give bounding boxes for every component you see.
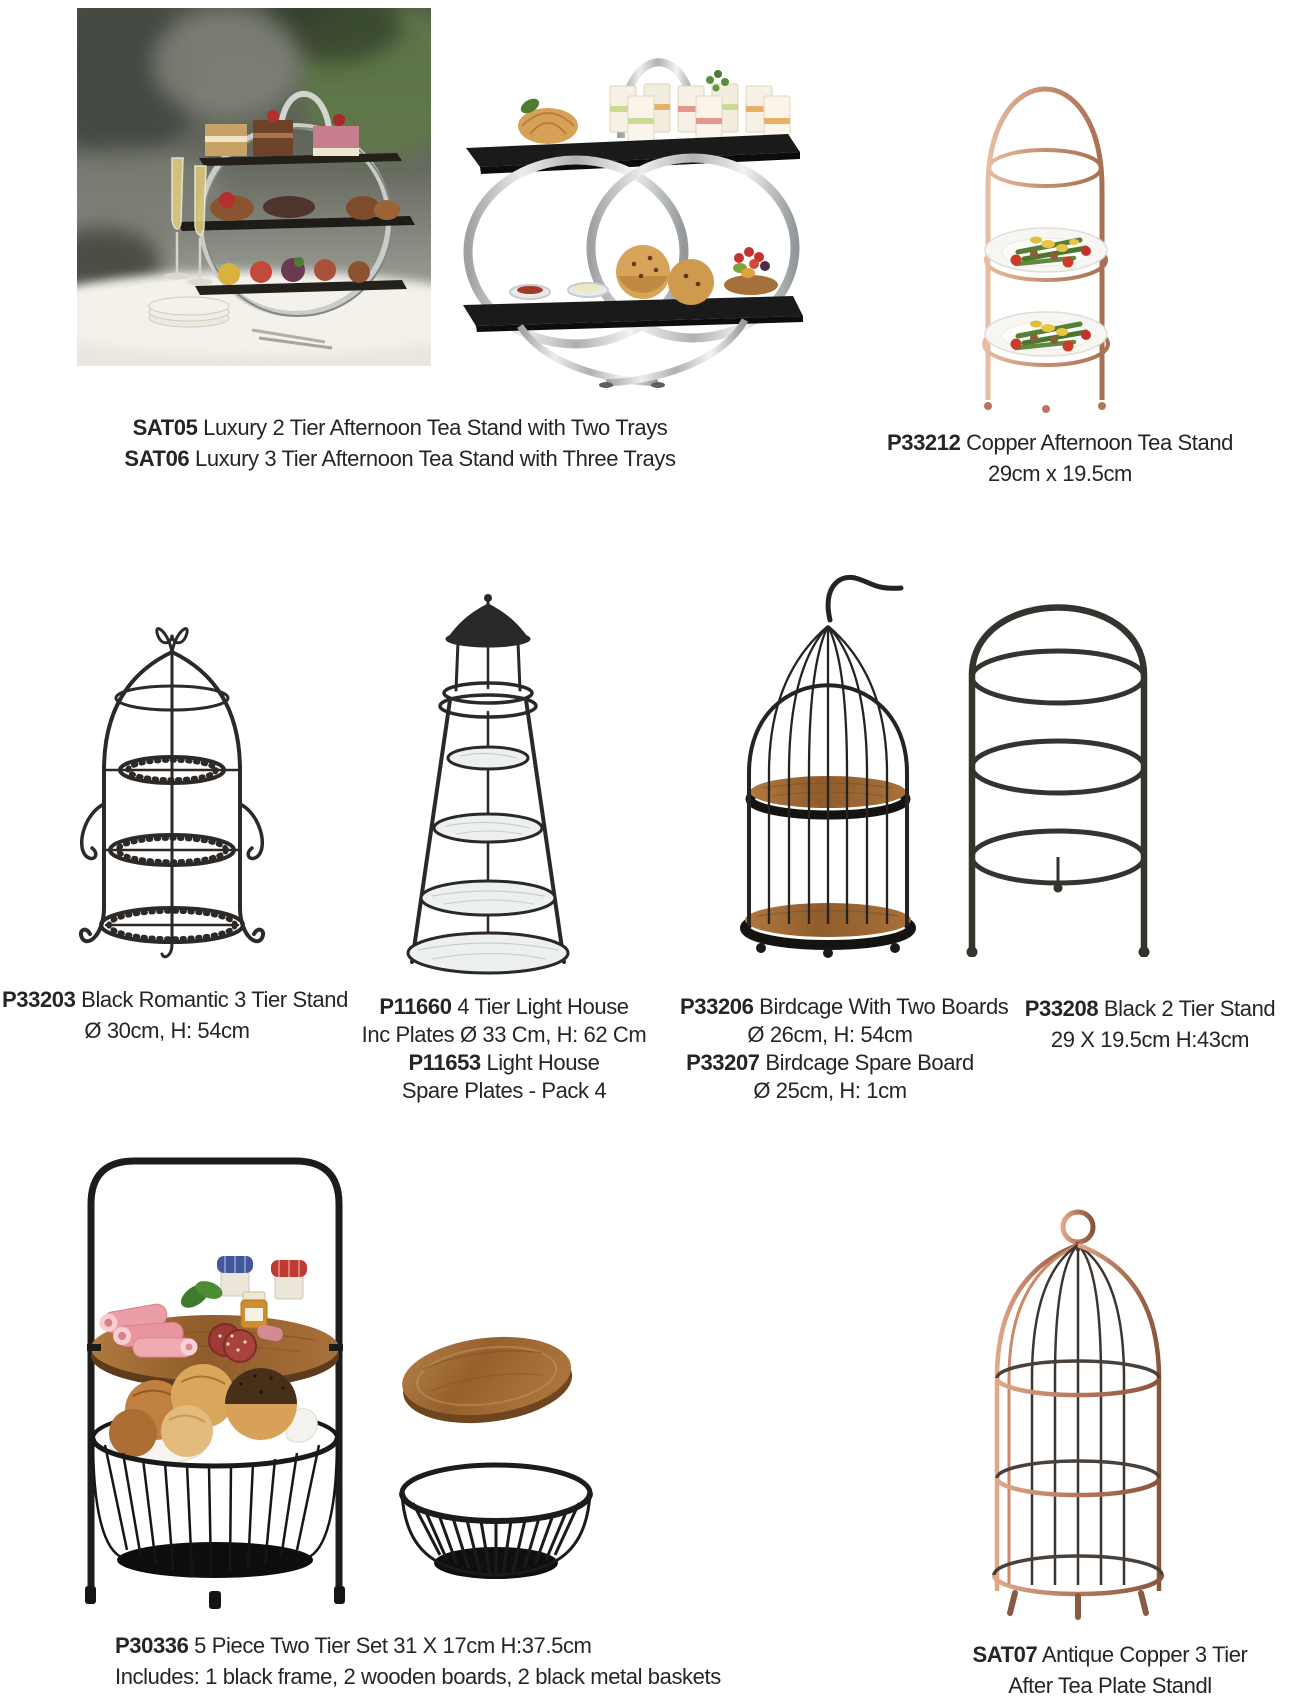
product-description: Includes: 1 black frame, 2 wooden boards, 2 black metal baskets bbox=[115, 1664, 721, 1689]
product-description: Spare Plates - Pack 4 bbox=[401, 1078, 607, 1103]
copper-stand-drawing bbox=[950, 68, 1142, 413]
product-dimensions: Ø 30cm, H: 54cm bbox=[84, 1018, 250, 1043]
product-dimensions: Ø 26cm, H: 54cm bbox=[747, 1022, 913, 1047]
arch-stand-drawing bbox=[958, 575, 1158, 957]
product-code: P33207 bbox=[686, 1050, 760, 1075]
caption-line bbox=[680, 993, 1009, 1021]
caption-line bbox=[880, 458, 1240, 489]
bread-basket-tier bbox=[93, 1364, 337, 1578]
black-two-tier-stand-image bbox=[958, 575, 1158, 957]
product-description: Black 2 Tier Stand bbox=[1103, 996, 1276, 1021]
scones-and-preserves bbox=[510, 245, 778, 305]
caption-line bbox=[680, 1021, 980, 1049]
caption-line bbox=[995, 993, 1300, 1024]
caption-line bbox=[354, 1021, 654, 1049]
product-description: 5 Piece Two Tier Set 31 X 17cm H:37.5cm bbox=[194, 1633, 592, 1658]
luxury-tea-stand-image bbox=[77, 8, 431, 366]
product-dimensions: Ø 25cm, H: 1cm bbox=[753, 1078, 907, 1103]
caption-p33206-p33207 bbox=[680, 993, 1009, 1105]
caption-line bbox=[354, 1077, 654, 1105]
caption-line bbox=[680, 1049, 980, 1077]
caption-line bbox=[995, 1024, 1300, 1055]
two-tier-set-image bbox=[75, 1148, 355, 1610]
caption-p33208 bbox=[995, 993, 1300, 1055]
photo-luxury-tea-stand bbox=[77, 8, 431, 366]
caption-sat05-sat06 bbox=[70, 412, 730, 474]
caption-line bbox=[354, 1049, 654, 1077]
wooden-board-drawing bbox=[395, 1322, 580, 1437]
product-code: P30336 bbox=[115, 1633, 189, 1658]
lower-plate bbox=[985, 312, 1107, 356]
product-code: P11660 bbox=[379, 994, 452, 1019]
antique-copper-cage-drawing bbox=[975, 1203, 1170, 1623]
caption-line bbox=[115, 1661, 721, 1692]
product-description: Luxury 2 Tier Afternoon Tea Stand with Two Trays bbox=[203, 415, 668, 440]
metal-basket-image bbox=[395, 1455, 597, 1595]
chrome-two-tier-stand-image bbox=[458, 0, 803, 390]
lighthouse-stand-image bbox=[402, 590, 574, 975]
caption-line bbox=[2, 1015, 332, 1046]
product-code: P33203 bbox=[2, 987, 76, 1012]
lighthouse-stand-drawing bbox=[402, 590, 574, 975]
product-description: 4 Tier Light House bbox=[457, 994, 629, 1019]
product-dimensions: Inc Plates Ø 33 Cm, H: 62 Cm bbox=[361, 1022, 647, 1047]
upper-plate bbox=[985, 228, 1107, 272]
romantic-stand-drawing bbox=[72, 608, 272, 968]
cage-bars bbox=[997, 1245, 1159, 1591]
product-code: P33206 bbox=[680, 994, 754, 1019]
product-description: Light House bbox=[486, 1050, 600, 1075]
caption-line bbox=[680, 1077, 980, 1105]
product-description: Antique Copper 3 Tier bbox=[1041, 1642, 1248, 1667]
caption-line bbox=[930, 1639, 1290, 1670]
product-code: SAT06 bbox=[124, 446, 190, 471]
cage-bars bbox=[749, 626, 907, 926]
metal-basket-drawing bbox=[395, 1455, 597, 1595]
birdcage-drawing bbox=[733, 568, 923, 960]
product-code: P11653 bbox=[408, 1050, 481, 1075]
caption-line bbox=[354, 993, 654, 1021]
product-code: P33208 bbox=[1024, 996, 1099, 1021]
product-description: Birdcage With Two Boards bbox=[759, 994, 1009, 1019]
product-description: Copper Afternoon Tea Stand bbox=[966, 430, 1234, 455]
caption-p11660-p11653 bbox=[354, 993, 654, 1105]
product-code: SAT07 bbox=[972, 1642, 1038, 1667]
chrome-stand-drawing bbox=[458, 0, 803, 390]
product-description: Birdcage Spare Board bbox=[765, 1050, 974, 1075]
caption-line bbox=[930, 1670, 1290, 1701]
product-code: P33212 bbox=[886, 430, 961, 455]
product-description: After Tea Plate Standl bbox=[1008, 1673, 1212, 1698]
product-dimensions: 29cm x 19.5cm bbox=[988, 461, 1132, 486]
sandwiches bbox=[518, 70, 790, 146]
feet bbox=[1010, 1593, 1146, 1617]
two-tier-set-drawing bbox=[75, 1148, 355, 1610]
product-description: Luxury 3 Tier Afternoon Tea Stand with Three Trays bbox=[194, 446, 676, 471]
caption-line bbox=[2, 984, 348, 1015]
caption-line bbox=[880, 427, 1240, 458]
product-description: Black Romantic 3 Tier Stand bbox=[81, 987, 348, 1012]
birdcage-stand-image bbox=[733, 568, 923, 960]
black-romantic-stand-image bbox=[72, 608, 272, 968]
caption-sat07 bbox=[930, 1639, 1290, 1701]
plate-stack bbox=[149, 297, 229, 327]
caption-p33212 bbox=[880, 427, 1240, 489]
antique-copper-cage-image bbox=[975, 1203, 1170, 1623]
product-dimensions: 29 X 19.5cm H:43cm bbox=[1050, 1027, 1250, 1052]
product-code: SAT05 bbox=[132, 415, 198, 440]
caption-line bbox=[70, 443, 730, 474]
top-ring-handle bbox=[1063, 1212, 1093, 1242]
caption-line bbox=[70, 412, 730, 443]
top-ring bbox=[989, 150, 1101, 186]
wooden-board-image bbox=[395, 1322, 580, 1437]
copper-tea-stand-image bbox=[950, 68, 1142, 413]
caption-p33203 bbox=[2, 984, 348, 1046]
hanging-hook bbox=[828, 577, 901, 620]
caption-line bbox=[115, 1630, 695, 1661]
caption-p30336 bbox=[115, 1630, 721, 1692]
basket-bars bbox=[402, 1493, 590, 1575]
